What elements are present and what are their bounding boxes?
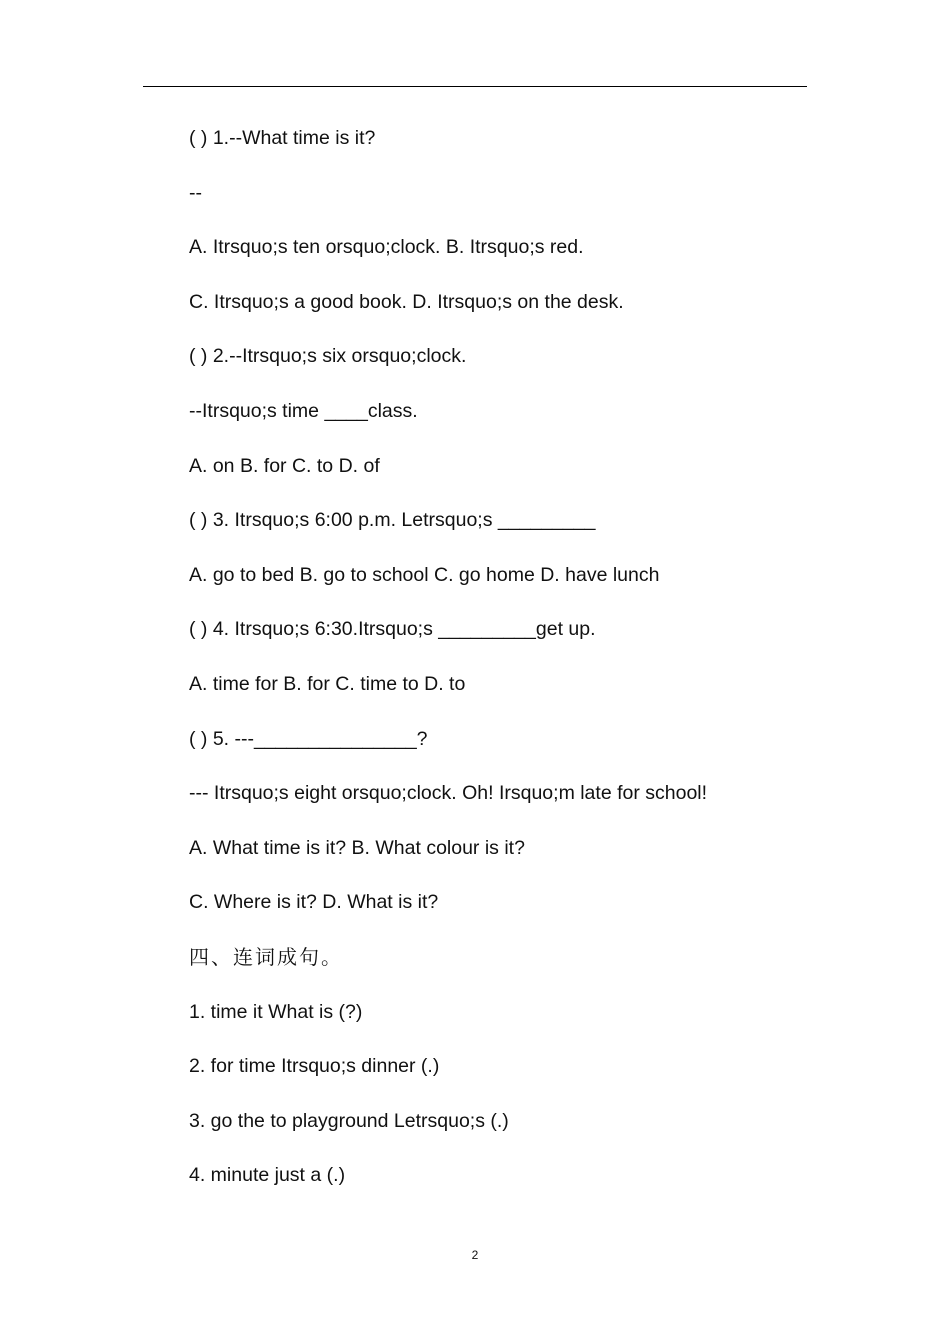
options-5-ab: A. What time is it? B. What colour is it? — [189, 836, 525, 859]
answer-blank-1: -- — [189, 181, 202, 204]
question-4: ( ) 4. Itrsquo;s 6:30.Itrsquo;s _________get up. — [189, 618, 596, 641]
question-2-reply: --Itrsquo;s time ____class. — [189, 399, 418, 422]
question-5: ( ) 5. ---_______________? — [189, 727, 428, 750]
options-1-cd: C. Itrsquo;s a good book. D. Itrsquo;s on the desk. — [189, 290, 624, 313]
question-5-reply: --- Itrsquo;s eight orsquo;clock. Oh! Irsquo;m late for school! — [189, 782, 708, 805]
options-4: A. time for B. for C. time to D. to — [189, 672, 466, 695]
sentence-item-4: 4. minute just a (.) — [189, 1164, 346, 1187]
options-2: A. on B. for C. to D. of — [189, 454, 380, 477]
page-number: 2 — [471, 1248, 479, 1262]
header-rule — [143, 86, 807, 87]
sentence-item-1: 1. time it What is (?) — [189, 1000, 363, 1023]
sentence-item-2: 2. for time Itrsquo;s dinner (.) — [189, 1055, 440, 1078]
options-1-ab: A. Itrsquo;s ten orsquo;clock. B. Itrsquo;s red. — [189, 236, 584, 259]
options-3: A. go to bed B. go to school C. go home D. have lunch — [189, 563, 660, 586]
section-heading: 四、连词成句。 — [189, 944, 343, 969]
question-2: ( ) 2.--Itrsquo;s six orsquo;clock. — [189, 345, 467, 368]
question-1: ( ) 1.--What time is it? — [189, 127, 376, 149]
sentence-item-3: 3. go the to playground Letrsquo;s (.) — [189, 1109, 509, 1132]
document-body — [189, 124, 829, 1216]
options-5-cd: C. Where is it? D. What is it? — [189, 891, 439, 914]
question-3: ( ) 3. Itrsquo;s 6:00 p.m. Letrsquo;s _________ — [189, 509, 596, 532]
